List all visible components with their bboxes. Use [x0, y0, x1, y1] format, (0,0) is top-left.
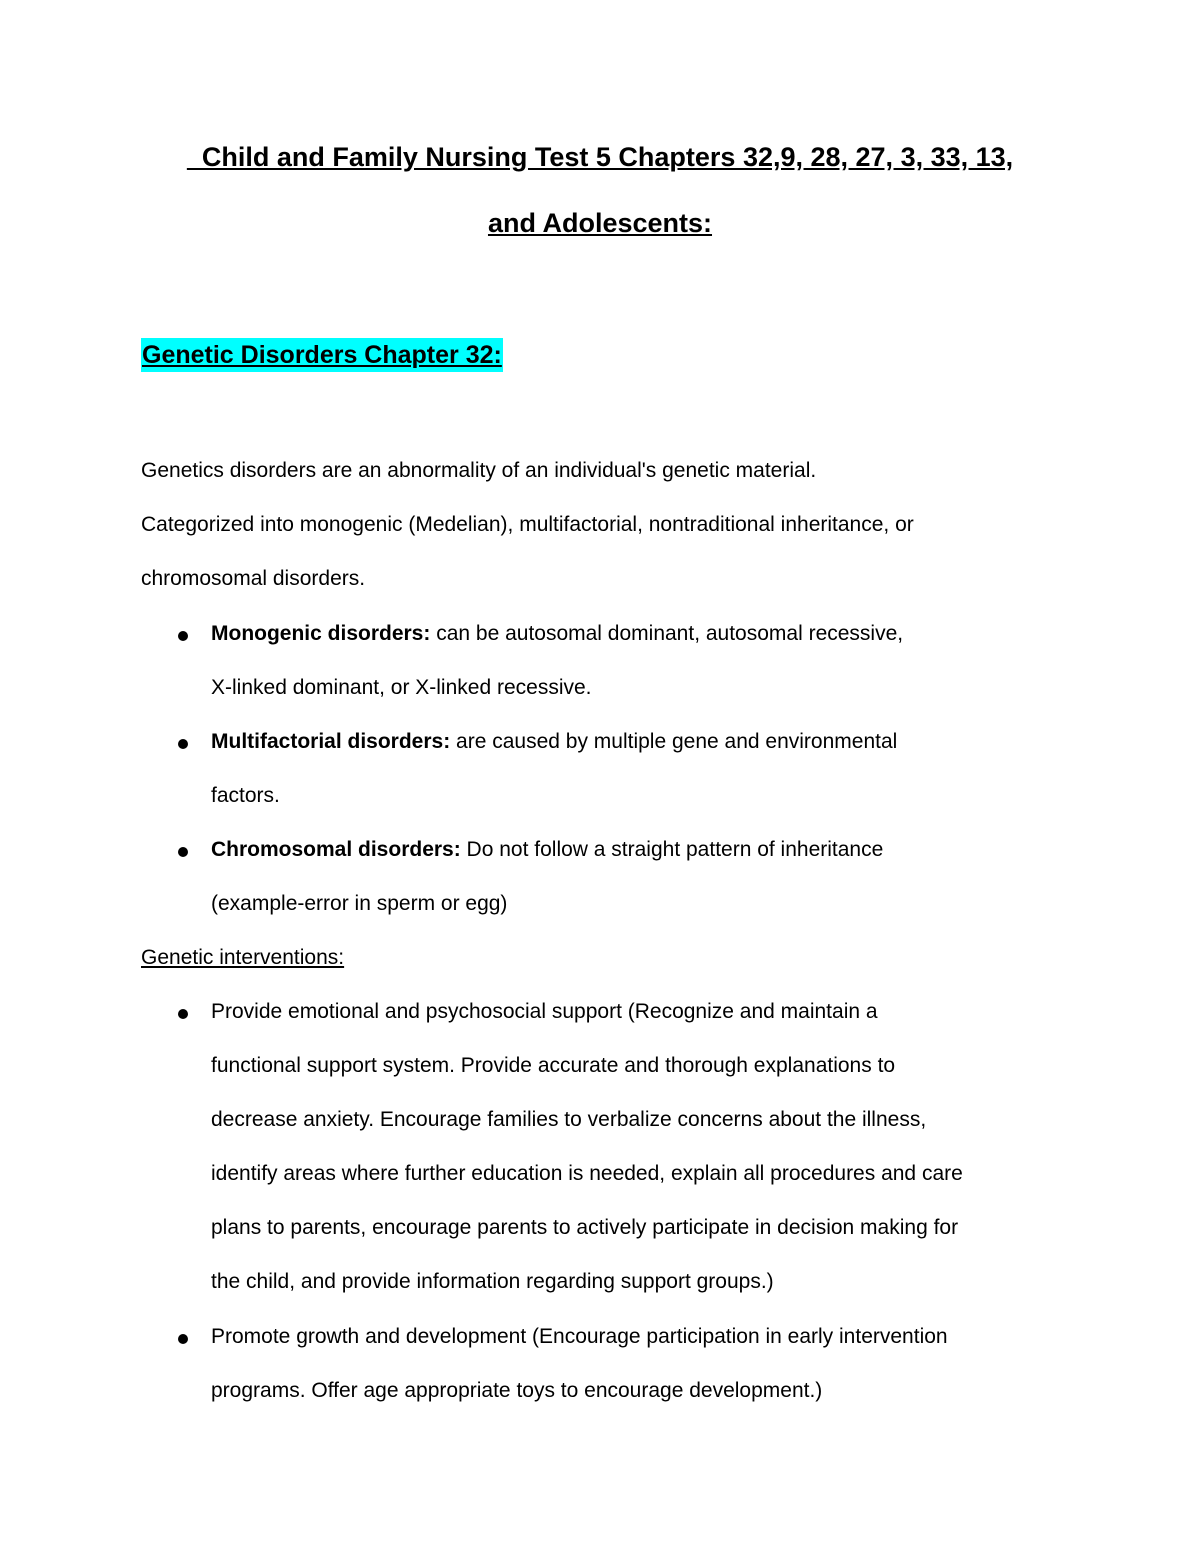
- bullet-icon: [178, 1009, 188, 1019]
- list-item-continuation: (example-error in sperm or egg): [211, 892, 508, 915]
- intro-line-1: Genetics disorders are an abnormality of an individual's genetic material.: [141, 459, 817, 482]
- list-item-term: Multifactorial disorders:: [211, 730, 451, 753]
- intervention-1-line-6: the child, and provide information regarding support groups.): [211, 1270, 774, 1293]
- intervention-1-line-1: Provide emotional and psychosocial support (Recognize and maintain a: [211, 1000, 878, 1023]
- list-item-multifactorial: [211, 728, 897, 756]
- interventions-heading: Genetic interventions:: [141, 946, 345, 969]
- list-item-text: Do not follow a straight pattern of inheritance: [460, 838, 884, 861]
- bullet-icon: [178, 631, 188, 641]
- list-item-monogenic: [211, 620, 903, 648]
- list-item-continuation: X-linked dominant, or X-linked recessive.: [211, 676, 592, 699]
- document-title-line-2: and Adolescents:: [487, 208, 713, 238]
- list-item-text: are caused by multiple gene and environmental: [450, 730, 898, 753]
- intervention-1-line-2: functional support system. Provide accurate and thorough explanations to: [211, 1054, 896, 1077]
- intervention-1-line-5: plans to parents, encourage parents to actively participate in decision making for: [211, 1216, 959, 1239]
- list-item-text: can be autosomal dominant, autosomal recessive,: [430, 622, 904, 645]
- list-item-continuation: factors.: [211, 784, 280, 807]
- list-item-term: Chromosomal disorders:: [211, 838, 461, 861]
- intervention-1-line-4: identify areas where further education is needed, explain all procedures and care: [211, 1162, 963, 1185]
- bullet-icon: [178, 739, 188, 749]
- intervention-1-line-3: decrease anxiety. Encourage families to verbalize concerns about the illness,: [211, 1108, 927, 1131]
- bullet-icon: [178, 1334, 188, 1344]
- intro-line-3: chromosomal disorders.: [141, 567, 366, 590]
- bullet-icon: [178, 847, 188, 857]
- intro-line-2: Categorized into monogenic (Medelian), multifactorial, nontraditional inheritance, or: [141, 513, 914, 536]
- section-heading: Genetic Disorders Chapter 32:: [141, 338, 503, 372]
- list-item-term: Monogenic disorders:: [211, 622, 431, 645]
- intervention-2-line-1: Promote growth and development (Encourage participation in early intervention: [211, 1325, 948, 1348]
- intervention-2-line-2: programs. Offer age appropriate toys to encourage development.): [211, 1379, 823, 1402]
- list-item-chromosomal: [211, 836, 883, 864]
- document-title-line-1: Child and Family Nursing Test 5 Chapters 32,9, 28, 27, 3, 33, 13,: [186, 142, 1014, 172]
